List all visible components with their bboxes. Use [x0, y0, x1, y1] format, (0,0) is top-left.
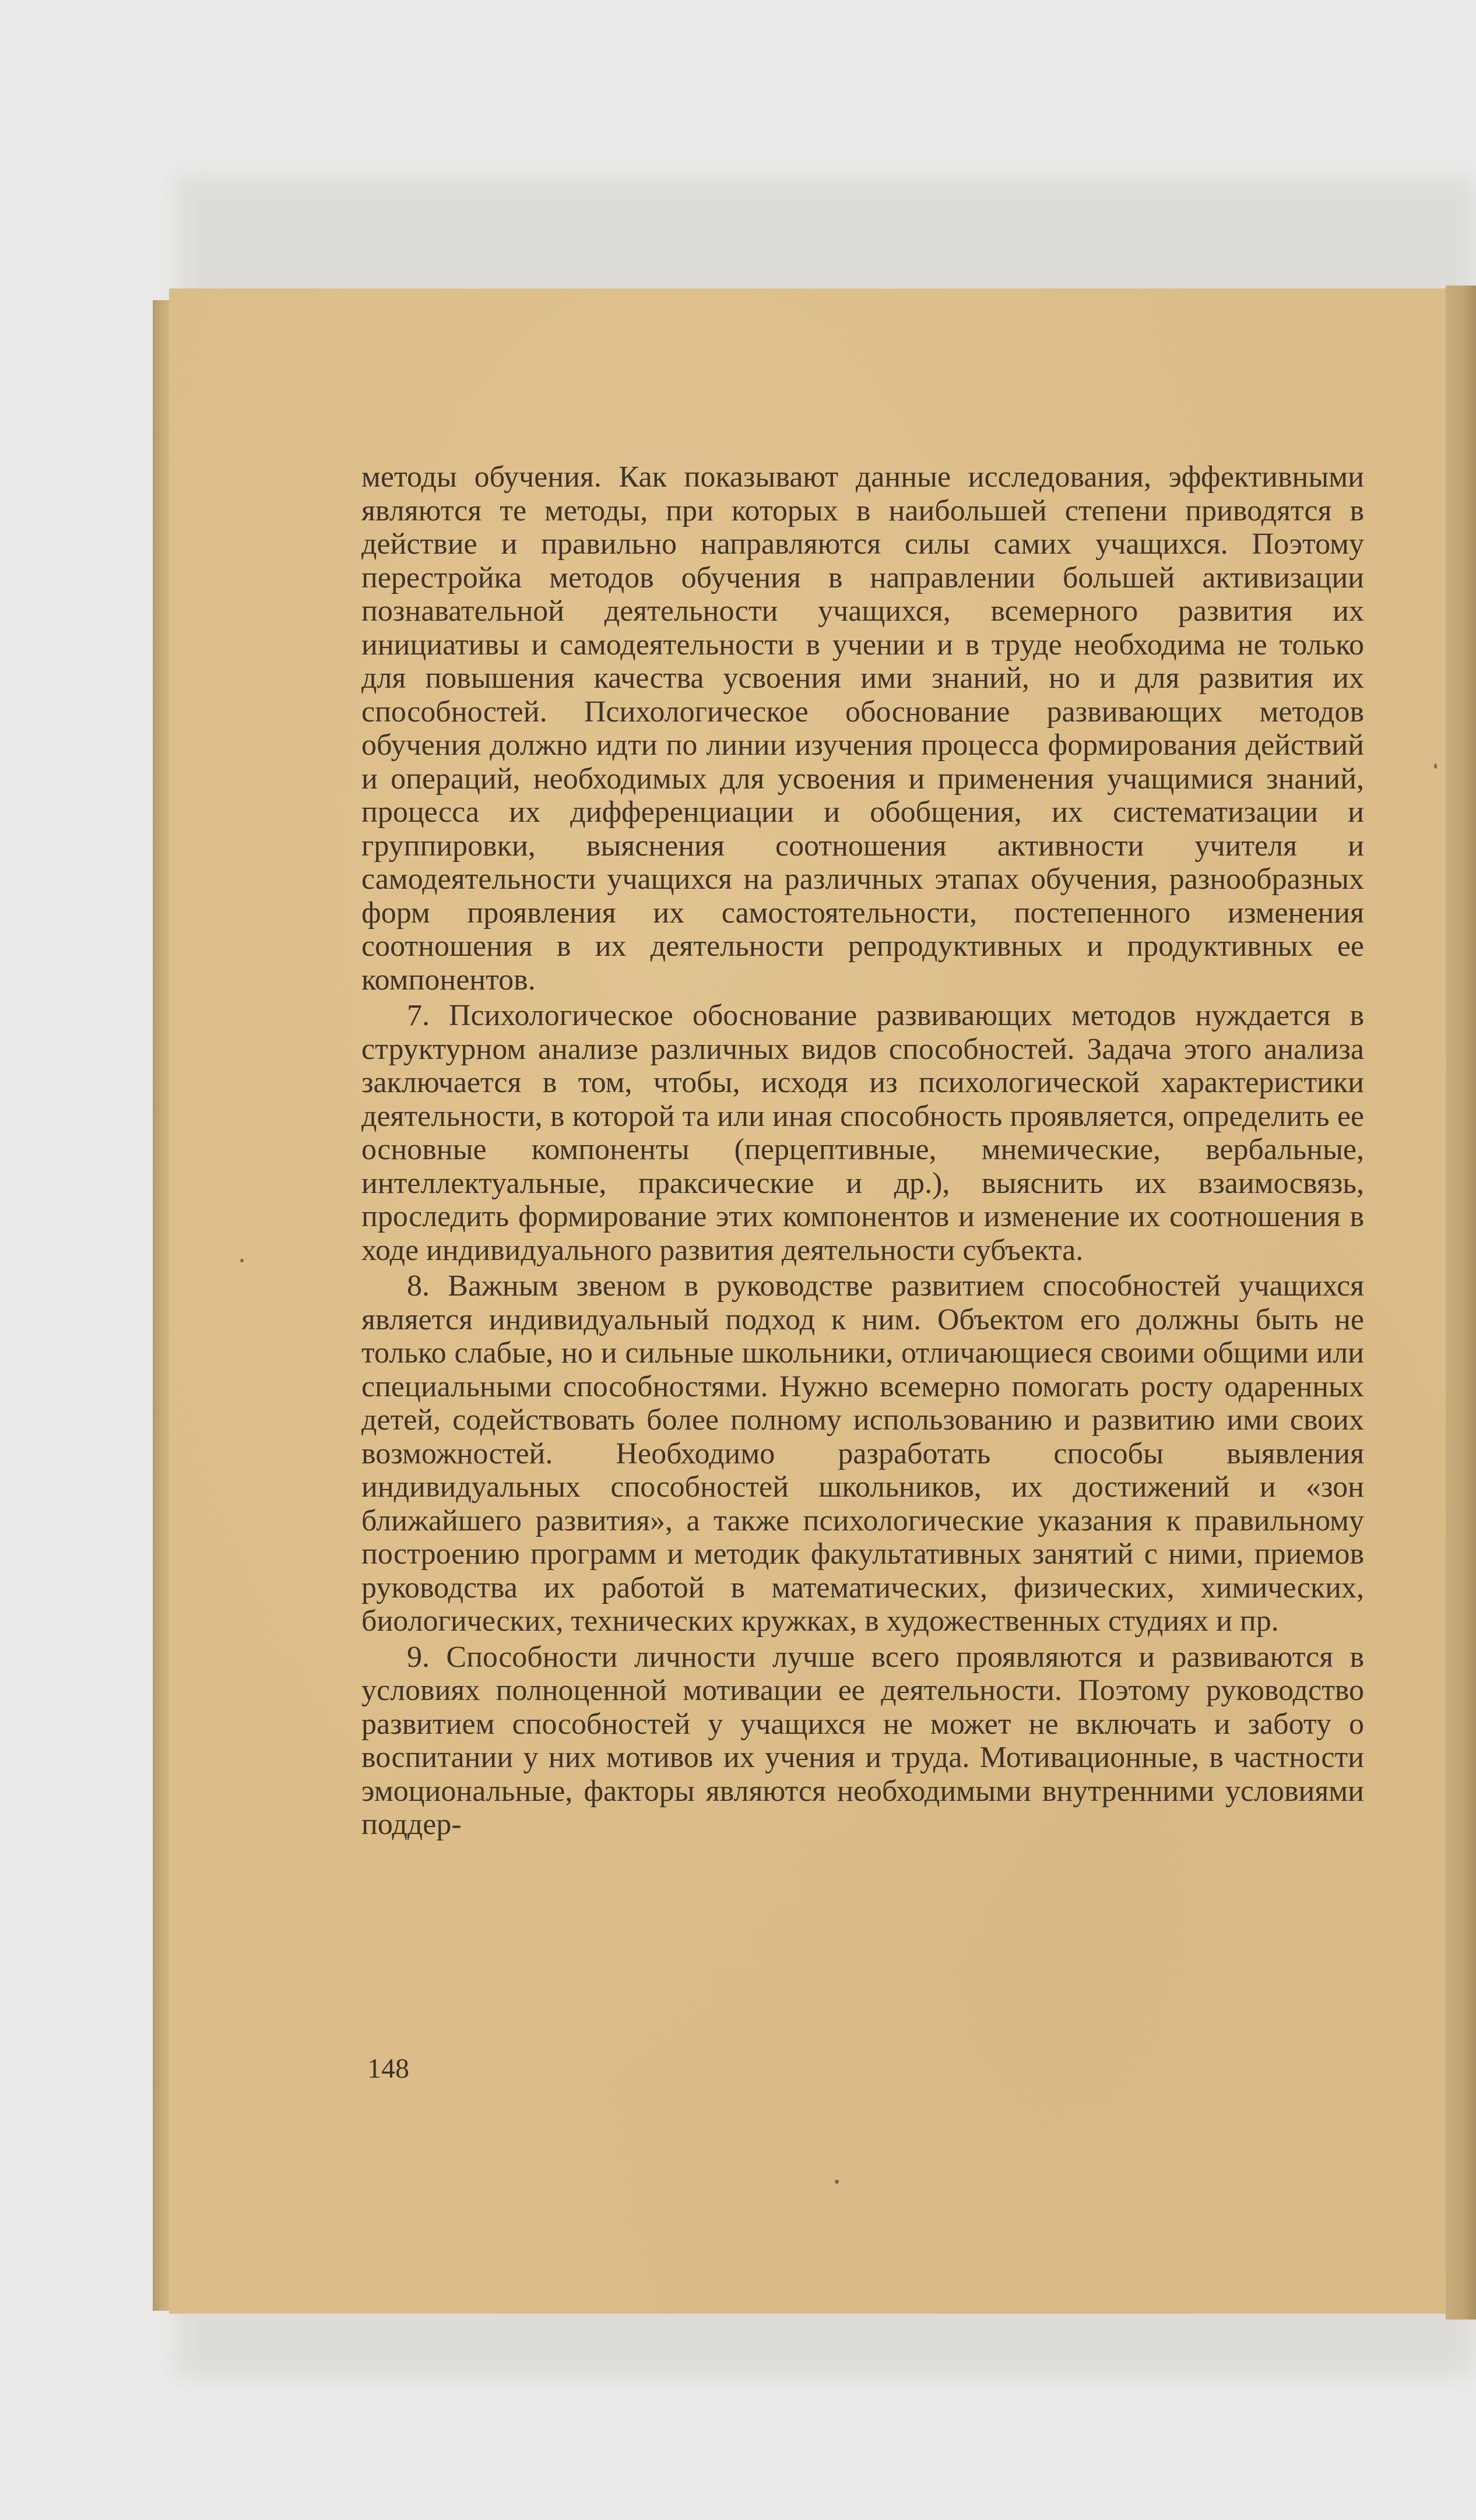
paragraph-1: методы обучения. Как показывают данные исследования, эффективными являются те методы, при которых в наибольшей степени приводятся в действие и правильно направляются силы самих учащихся. Поэтому перестройка методов обучения в направлении большей активизации познавательной деятельности учащихся, всемерного развития их инициативы и самодеятельности в учении и в труде необходима не только для повышения качества усвоения ими знаний, но и для развития их способностей. Психологическое обоснование развивающих методов обучения должно идти по линии изучения процесса формирования действий и операций, необходимых для усвоения и применения учащимися знаний, процесса их дифференциации и обобщения, их систематизации и группировки, выяснения соотношения активности учителя и самодеятельности учащихся на различных этапах обучения, разнообразных форм проявления их самостоятельности, постепенного изменения соотношения в их деятельности репродуктивных и продуктивных ее компонентов. [361, 460, 1364, 997]
paper-speck [1434, 763, 1437, 769]
page-stack-edge [153, 300, 170, 2311]
body-text [361, 460, 1364, 1842]
paper-speck [240, 1259, 244, 1262]
paragraph-2: 7. Психологическое обоснование развивающих методов нуждается в структурном анализе различных видов способностей. Задача этого анализа заключается в том, чтобы, исходя из психологической характеристики деятельности, в которой та или иная способность проявляется, определить ее основные компоненты (перцептивные, мнемические, вербальные, интеллектуальные, праксические и др.), выяснить их взаимосвязь, проследить формирование этих компонентов и изменение их соотношения в ходе индивидуального развития деятельности субъекта. [361, 999, 1364, 1267]
paragraph-3: 8. Важным звеном в руководстве развитием способностей учащихся является индивидуальный подход к ним. Объектом его должны быть не только слабые, но и сильные школьники, отличающиеся своими общими или специальными способностями. Нужно всемерно помогать росту одаренных детей, содействовать более полному использованию и развитию ими своих возможностей. Необходимо разработать способы выявления индивидуальных способностей школьников, их достижений и «зон ближайшего развития», а также психологические указания к правильному построению программ и методик факультативных занятий с ними, приемов руководства их работой в математических, физических, химических, биологических, технических кружках, в художественных студиях и пр. [361, 1269, 1364, 1638]
paragraph-4: 9. Способности личности лучше всего проявляются и развиваются в условиях полноценной мотивации ее деятельности. Поэтому руководство развитием способностей у учащихся не может не включать и заботу о воспитании у них мотивов их учения и труда. Мотивационные, в частности эмоциональные, факторы являются необходимыми внутренними условиями поддер- [361, 1640, 1364, 1841]
page-right-edge [1446, 286, 1476, 2320]
page-number: 148 [367, 2053, 409, 2084]
paper-speck [835, 2180, 839, 2184]
